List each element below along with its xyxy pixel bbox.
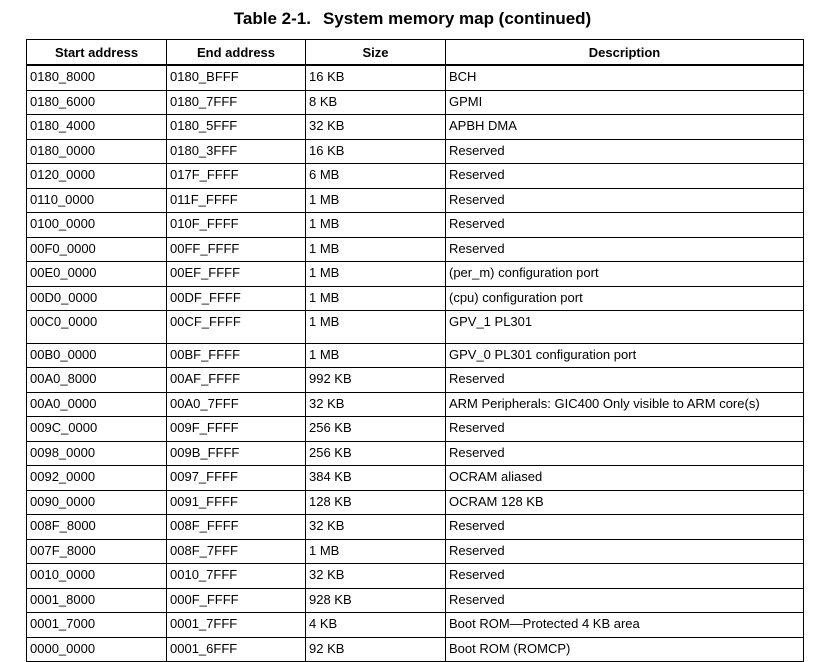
table-row: [27, 564, 804, 589]
cell-start-address: 00D0_0000: [27, 286, 167, 311]
table-row: [27, 343, 804, 368]
table-row: [27, 417, 804, 442]
cell-start-address: 0010_0000: [27, 564, 167, 589]
cell-end-address: 00BF_FFFF: [167, 343, 306, 368]
cell-description: ARM Peripherals: GIC400 Only visible to ARM core(s): [446, 392, 804, 417]
cell-start-address: 0001_8000: [27, 588, 167, 613]
cell-end-address: 011F_FFFF: [167, 188, 306, 213]
cell-description: Reserved: [446, 368, 804, 393]
cell-end-address: 0001_7FFF: [167, 613, 306, 638]
cell-description: Reserved: [446, 237, 804, 262]
cell-size: 928 KB: [306, 588, 446, 613]
cell-start-address: 0180_0000: [27, 139, 167, 164]
cell-start-address: 00E0_0000: [27, 262, 167, 287]
cell-size: 1 MB: [306, 188, 446, 213]
table-row: [27, 115, 804, 140]
cell-size: 6 MB: [306, 164, 446, 189]
cell-start-address: 0000_0000: [27, 637, 167, 662]
cell-size: 992 KB: [306, 368, 446, 393]
cell-size: 1 MB: [306, 286, 446, 311]
cell-end-address: 0180_3FFF: [167, 139, 306, 164]
cell-description: Reserved: [446, 515, 804, 540]
table-row: [27, 213, 804, 238]
cell-size: 1 MB: [306, 539, 446, 564]
cell-start-address: 0090_0000: [27, 490, 167, 515]
table-row: [27, 65, 804, 90]
cell-description: Boot ROM—Protected 4 KB area: [446, 613, 804, 638]
cell-start-address: 00F0_0000: [27, 237, 167, 262]
table-row: [27, 637, 804, 662]
header-row: [27, 40, 804, 66]
table-header: [27, 40, 804, 66]
cell-description: OCRAM 128 KB: [446, 490, 804, 515]
cell-start-address: 0180_8000: [27, 65, 167, 90]
table-row: [27, 368, 804, 393]
cell-start-address: 00A0_0000: [27, 392, 167, 417]
cell-start-address: 008F_8000: [27, 515, 167, 540]
cell-end-address: 0180_5FFF: [167, 115, 306, 140]
header-end-address: End address: [167, 40, 306, 66]
cell-end-address: 00EF_FFFF: [167, 262, 306, 287]
cell-description: (per_m) configuration port: [446, 262, 804, 287]
cell-start-address: 009C_0000: [27, 417, 167, 442]
table-row: [27, 613, 804, 638]
cell-size: 256 KB: [306, 417, 446, 442]
cell-end-address: 00DF_FFFF: [167, 286, 306, 311]
table-number: Table 2-1.: [233, 9, 311, 28]
cell-size: 16 KB: [306, 65, 446, 90]
cell-end-address: 017F_FFFF: [167, 164, 306, 189]
cell-description: GPV_0 PL301 configuration port: [446, 343, 804, 368]
cell-end-address: 008F_FFFF: [167, 515, 306, 540]
cell-description: BCH: [446, 65, 804, 90]
cell-size: 32 KB: [306, 392, 446, 417]
cell-end-address: 008F_7FFF: [167, 539, 306, 564]
cell-end-address: 0010_7FFF: [167, 564, 306, 589]
cell-description: Reserved: [446, 564, 804, 589]
table-row: [27, 466, 804, 491]
cell-size: 1 MB: [306, 237, 446, 262]
cell-start-address: 0001_7000: [27, 613, 167, 638]
cell-start-address: 0110_0000: [27, 188, 167, 213]
cell-size: 256 KB: [306, 441, 446, 466]
cell-end-address: 009F_FFFF: [167, 417, 306, 442]
header-start-address: Start address: [27, 40, 167, 66]
cell-description: Boot ROM (ROMCP): [446, 637, 804, 662]
cell-description: OCRAM aliased: [446, 466, 804, 491]
cell-description: Reserved: [446, 441, 804, 466]
cell-start-address: 0100_0000: [27, 213, 167, 238]
cell-start-address: 0092_0000: [27, 466, 167, 491]
table-caption: [0, 8, 825, 30]
cell-start-address: 00B0_0000: [27, 343, 167, 368]
table-row: [27, 188, 804, 213]
cell-end-address: 000F_FFFF: [167, 588, 306, 613]
cell-description: Reserved: [446, 417, 804, 442]
cell-description: (cpu) configuration port: [446, 286, 804, 311]
cell-description: GPMI: [446, 90, 804, 115]
table-row: [27, 286, 804, 311]
cell-start-address: 007F_8000: [27, 539, 167, 564]
cell-end-address: 00A0_7FFF: [167, 392, 306, 417]
cell-size: 16 KB: [306, 139, 446, 164]
cell-size: 92 KB: [306, 637, 446, 662]
table-row: [27, 539, 804, 564]
cell-size: 1 MB: [306, 311, 446, 344]
table-row: [27, 237, 804, 262]
cell-size: 384 KB: [306, 466, 446, 491]
cell-size: 32 KB: [306, 115, 446, 140]
cell-size: 1 MB: [306, 343, 446, 368]
table-row: [27, 90, 804, 115]
cell-end-address: 00AF_FFFF: [167, 368, 306, 393]
cell-description: Reserved: [446, 164, 804, 189]
cell-description: APBH DMA: [446, 115, 804, 140]
cell-end-address: 0180_7FFF: [167, 90, 306, 115]
table-row: [27, 139, 804, 164]
cell-end-address: 0091_FFFF: [167, 490, 306, 515]
cell-size: 4 KB: [306, 613, 446, 638]
cell-start-address: 0098_0000: [27, 441, 167, 466]
table-row: [27, 262, 804, 287]
cell-end-address: 009B_FFFF: [167, 441, 306, 466]
cell-size: 1 MB: [306, 262, 446, 287]
table-row: [27, 392, 804, 417]
cell-description: Reserved: [446, 188, 804, 213]
cell-start-address: 0180_6000: [27, 90, 167, 115]
cell-end-address: 00CF_FFFF: [167, 311, 306, 344]
table-row: [27, 164, 804, 189]
header-description: Description: [446, 40, 804, 66]
cell-start-address: 0120_0000: [27, 164, 167, 189]
cell-size: 32 KB: [306, 564, 446, 589]
table-row: [27, 515, 804, 540]
cell-size: 1 MB: [306, 213, 446, 238]
cell-start-address: 0180_4000: [27, 115, 167, 140]
cell-end-address: 0097_FFFF: [167, 466, 306, 491]
cell-size: 8 KB: [306, 90, 446, 115]
cell-description: GPV_1 PL301: [446, 311, 804, 344]
table-row: [27, 490, 804, 515]
cell-start-address: 00A0_8000: [27, 368, 167, 393]
cell-size: 32 KB: [306, 515, 446, 540]
cell-end-address: 00FF_FFFF: [167, 237, 306, 262]
cell-end-address: 0180_BFFF: [167, 65, 306, 90]
cell-size: 128 KB: [306, 490, 446, 515]
table-title: System memory map (continued): [322, 9, 592, 28]
cell-end-address: 0001_6FFF: [167, 637, 306, 662]
memory-map-table: [26, 39, 804, 662]
cell-description: Reserved: [446, 539, 804, 564]
cell-description: Reserved: [446, 588, 804, 613]
cell-description: Reserved: [446, 139, 804, 164]
cell-start-address: 00C0_0000: [27, 311, 167, 344]
cell-description: Reserved: [446, 213, 804, 238]
cell-end-address: 010F_FFFF: [167, 213, 306, 238]
header-size: Size: [306, 40, 446, 66]
table-row: [27, 441, 804, 466]
table-row: [27, 311, 804, 344]
table-row: [27, 588, 804, 613]
table-body: [27, 65, 804, 662]
